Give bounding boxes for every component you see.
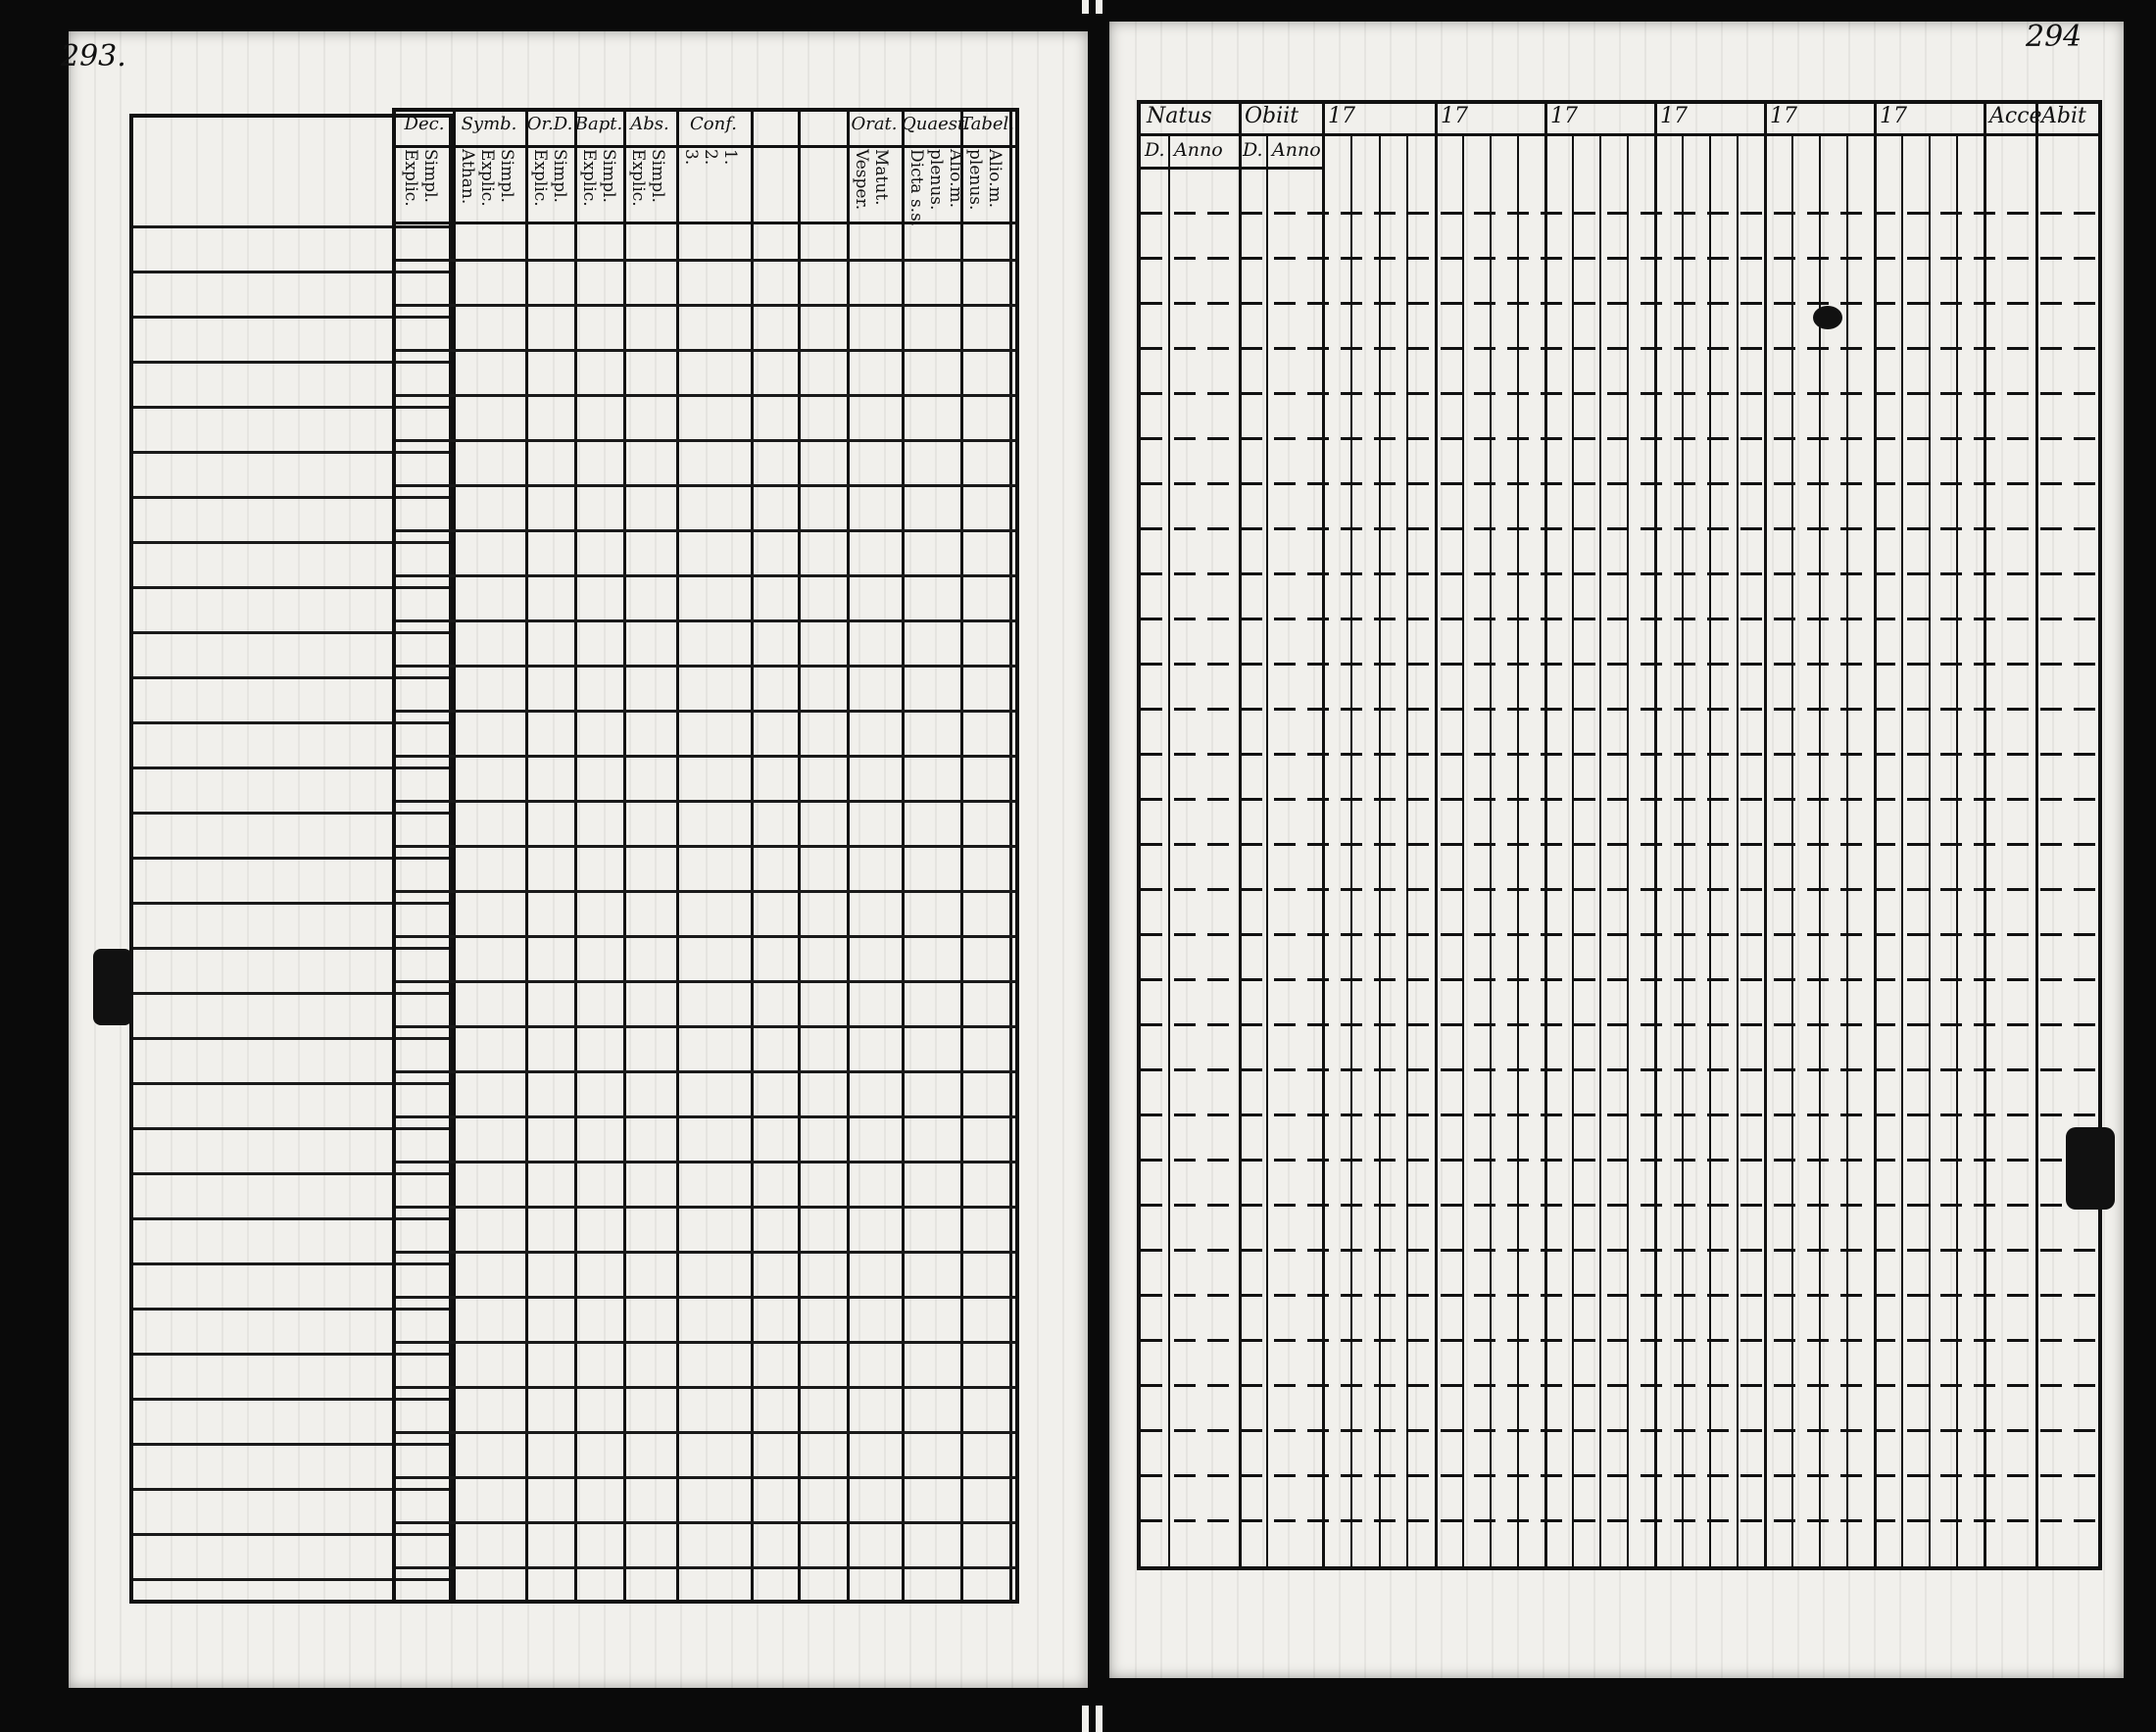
table-row [1141, 302, 2098, 305]
column-header: Obiit [1245, 104, 1299, 128]
column-header: Tabel. [960, 114, 1014, 134]
binding-mark [1082, 1706, 1089, 1732]
left-register-grid [392, 108, 1019, 1604]
binding-mark [1096, 0, 1102, 14]
column-divider [1764, 104, 1767, 1566]
column-header: Bapt. [574, 114, 623, 134]
column-subheader: Alio.m. [946, 149, 965, 209]
table-row [396, 665, 1015, 668]
column-divider [1984, 104, 1986, 1566]
table-row [1141, 1249, 2098, 1252]
table-row [396, 1025, 1015, 1028]
column-divider [1322, 104, 1325, 1566]
table-row [1141, 1384, 2098, 1387]
right-ledger-page [1109, 22, 2124, 1678]
table-row [1141, 1023, 2098, 1026]
column-divider [798, 112, 801, 1600]
table-row [396, 1386, 1015, 1389]
column-subheader: D. [1243, 139, 1263, 161]
column-subheader: Explic. [401, 149, 420, 207]
column-subheader: Simpl. [497, 149, 516, 203]
table-row [1141, 933, 2098, 936]
column-header: Natus [1147, 104, 1212, 128]
table-row [1141, 1339, 2098, 1342]
table-row [1141, 1159, 2098, 1162]
table-row [1141, 618, 2098, 620]
column-divider [1435, 104, 1438, 1566]
table-row [396, 1161, 1015, 1163]
column-subheader: plenus. [926, 149, 946, 211]
column-subheader: Anno [1272, 139, 1321, 161]
table-row [396, 1115, 1015, 1118]
column-divider [960, 112, 963, 1600]
column-subheader: Dicta s.s. [906, 149, 926, 227]
binding-mark [1082, 0, 1089, 14]
table-row [396, 980, 1015, 983]
table-row [396, 890, 1015, 893]
column-subheader: Matut. [871, 149, 891, 206]
column-subheader: Explic. [628, 149, 648, 207]
table-row [396, 1341, 1015, 1344]
column-header: Symb. [461, 114, 517, 134]
table-row [396, 935, 1015, 938]
table-row [1141, 347, 2098, 350]
table-row [1141, 1294, 2098, 1297]
table-row [396, 800, 1015, 803]
column-subheader: Simpl. [550, 149, 569, 203]
column-subheader: Simpl. [648, 149, 667, 203]
table-row [1141, 1204, 2098, 1207]
column-subheader: plenus. [965, 149, 985, 211]
table-row [1141, 212, 2098, 215]
column-divider [1654, 104, 1657, 1566]
table-row [1141, 753, 2098, 756]
header-rule [396, 145, 1015, 148]
column-divider [453, 112, 456, 1600]
column-subheader: D. [1145, 139, 1165, 161]
header-rule [1141, 167, 1322, 170]
column-subheader: Athan. [458, 149, 477, 205]
table-row [396, 1431, 1015, 1434]
column-subheader: Alio.m. [985, 149, 1004, 209]
table-row [1141, 843, 2098, 846]
column-divider [623, 112, 626, 1600]
binding-mark [1096, 1706, 1102, 1732]
table-row [396, 755, 1015, 758]
table-row [396, 1206, 1015, 1209]
column-subheader: 1. [720, 149, 740, 166]
column-subheader: Explic. [579, 149, 599, 207]
column-subheader: Explic. [530, 149, 550, 207]
table-row [396, 349, 1015, 352]
column-subheader: 3. [681, 149, 701, 166]
column-header: 17 [1328, 104, 1355, 128]
column-subheader: Simpl. [420, 149, 440, 203]
ink-blot [1813, 306, 1842, 329]
table-row [396, 484, 1015, 487]
page-number: 294 [2026, 20, 2082, 54]
page-number: 293. [61, 39, 126, 74]
left-ledger-page [61, 31, 1088, 1688]
table-row [396, 845, 1015, 848]
column-header: Orat. [851, 114, 898, 134]
table-row [396, 259, 1015, 262]
table-row [396, 304, 1015, 307]
column-subheader: Simpl. [599, 149, 618, 203]
table-row [1141, 527, 2098, 530]
column-subheader: Explic. [477, 149, 497, 207]
table-row [396, 1296, 1015, 1299]
table-row [396, 1521, 1015, 1524]
header-rule [1141, 133, 2098, 136]
table-row [1141, 708, 2098, 711]
column-subheader: Vesper. [852, 149, 871, 211]
column-divider [2035, 104, 2038, 1566]
table-row [1141, 257, 2098, 260]
column-subheader: 2. [701, 149, 720, 166]
table-row [1141, 888, 2098, 891]
table-row [396, 394, 1015, 397]
table-row [396, 439, 1015, 442]
column-divider [751, 112, 754, 1600]
table-row [396, 1566, 1015, 1569]
table-row [396, 529, 1015, 532]
table-row [1141, 798, 2098, 801]
table-row [1141, 572, 2098, 575]
table-row [1141, 663, 2098, 666]
table-row [1141, 1113, 2098, 1116]
column-header: Or.D. [526, 114, 573, 134]
table-row [1141, 1429, 2098, 1432]
column-divider [902, 112, 905, 1600]
column-divider [847, 112, 850, 1600]
table-row [396, 710, 1015, 713]
column-divider [1009, 112, 1012, 1600]
table-row [1141, 978, 2098, 981]
binding-tab [93, 949, 132, 1025]
column-header: 17 [1660, 104, 1688, 128]
column-subheader: Anno [1174, 139, 1223, 161]
column-header: Abs. [630, 114, 669, 134]
column-header: Dec. [404, 114, 445, 134]
column-divider [676, 112, 679, 1600]
table-row [1141, 482, 2098, 485]
table-row [396, 1476, 1015, 1479]
column-header: Quaest. [902, 114, 970, 134]
column-header: 17 [1441, 104, 1468, 128]
table-row [396, 574, 1015, 577]
column-header: Conf. [690, 114, 737, 134]
table-row [1141, 437, 2098, 440]
column-divider [574, 112, 577, 1600]
table-row [1141, 1519, 2098, 1522]
column-header: Acce [1989, 104, 2042, 128]
table-row [396, 1070, 1015, 1073]
column-divider [1874, 104, 1877, 1566]
column-divider [525, 112, 528, 1600]
column-header: 17 [1880, 104, 1907, 128]
right-register-grid [1137, 100, 2102, 1570]
table-row [396, 619, 1015, 622]
column-divider [1239, 104, 1242, 1566]
table-row [1141, 392, 2098, 395]
column-header: 17 [1550, 104, 1578, 128]
column-header: Abit [2041, 104, 2086, 128]
column-header: 17 [1770, 104, 1797, 128]
binding-tab [2066, 1127, 2115, 1210]
table-row [1141, 1068, 2098, 1071]
table-row [1141, 1474, 2098, 1477]
table-row [396, 1251, 1015, 1254]
column-divider [1544, 104, 1547, 1566]
